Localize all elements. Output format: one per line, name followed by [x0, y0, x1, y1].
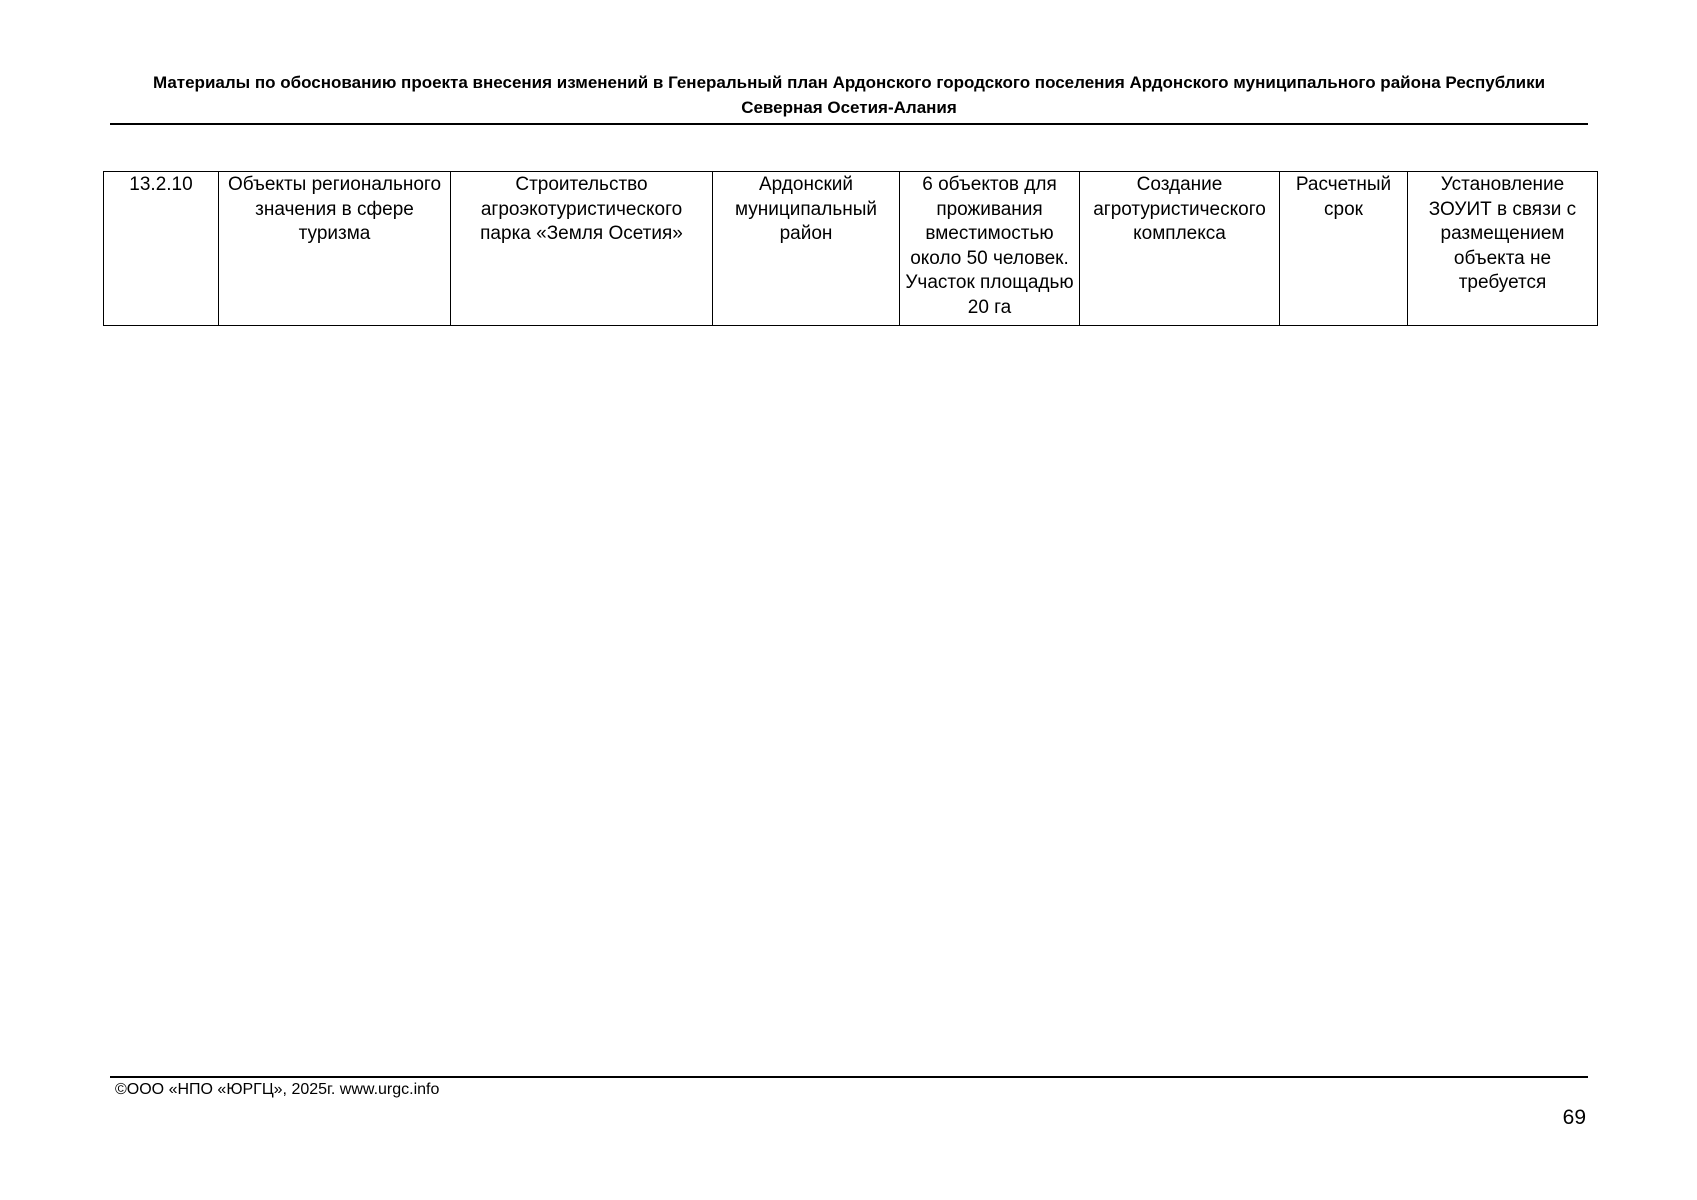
- cell-number: 13.2.10: [104, 172, 219, 326]
- page-number: 69: [1562, 1106, 1586, 1129]
- header-line-2: Северная Осетия-Алания: [741, 98, 957, 117]
- page-header: [110, 70, 1588, 120]
- header-rule: [110, 123, 1588, 125]
- data-table: [103, 171, 1598, 326]
- table-row: [104, 172, 1598, 326]
- cell-object-type: Объекты регионального значения в сфере туризма: [219, 172, 451, 326]
- footer-rule: [110, 1076, 1588, 1078]
- cell-object-name: Строительство агроэкотуристического парка «Земля Осетия»: [451, 172, 713, 326]
- cell-characteristics: 6 объектов для проживания вместимостью около 50 человек. Участок площадью 20 га: [900, 172, 1080, 326]
- cell-term: Расчетный срок: [1280, 172, 1408, 326]
- cell-location: Ардонский муниципальный район: [713, 172, 900, 326]
- cell-purpose: Создание агротуристического комплекса: [1080, 172, 1280, 326]
- cell-zouit: Установление ЗОУИТ в связи с размещением объекта не требуется: [1408, 172, 1598, 326]
- header-line-1: Материалы по обоснованию проекта внесения изменений в Генеральный план Ардонского городского поселения Ардонского муниципального района Республики: [152, 73, 1546, 92]
- footer-copyright: ©ООО «НПО «ЮРГЦ», 2025г. www.urgc.info: [115, 1081, 440, 1098]
